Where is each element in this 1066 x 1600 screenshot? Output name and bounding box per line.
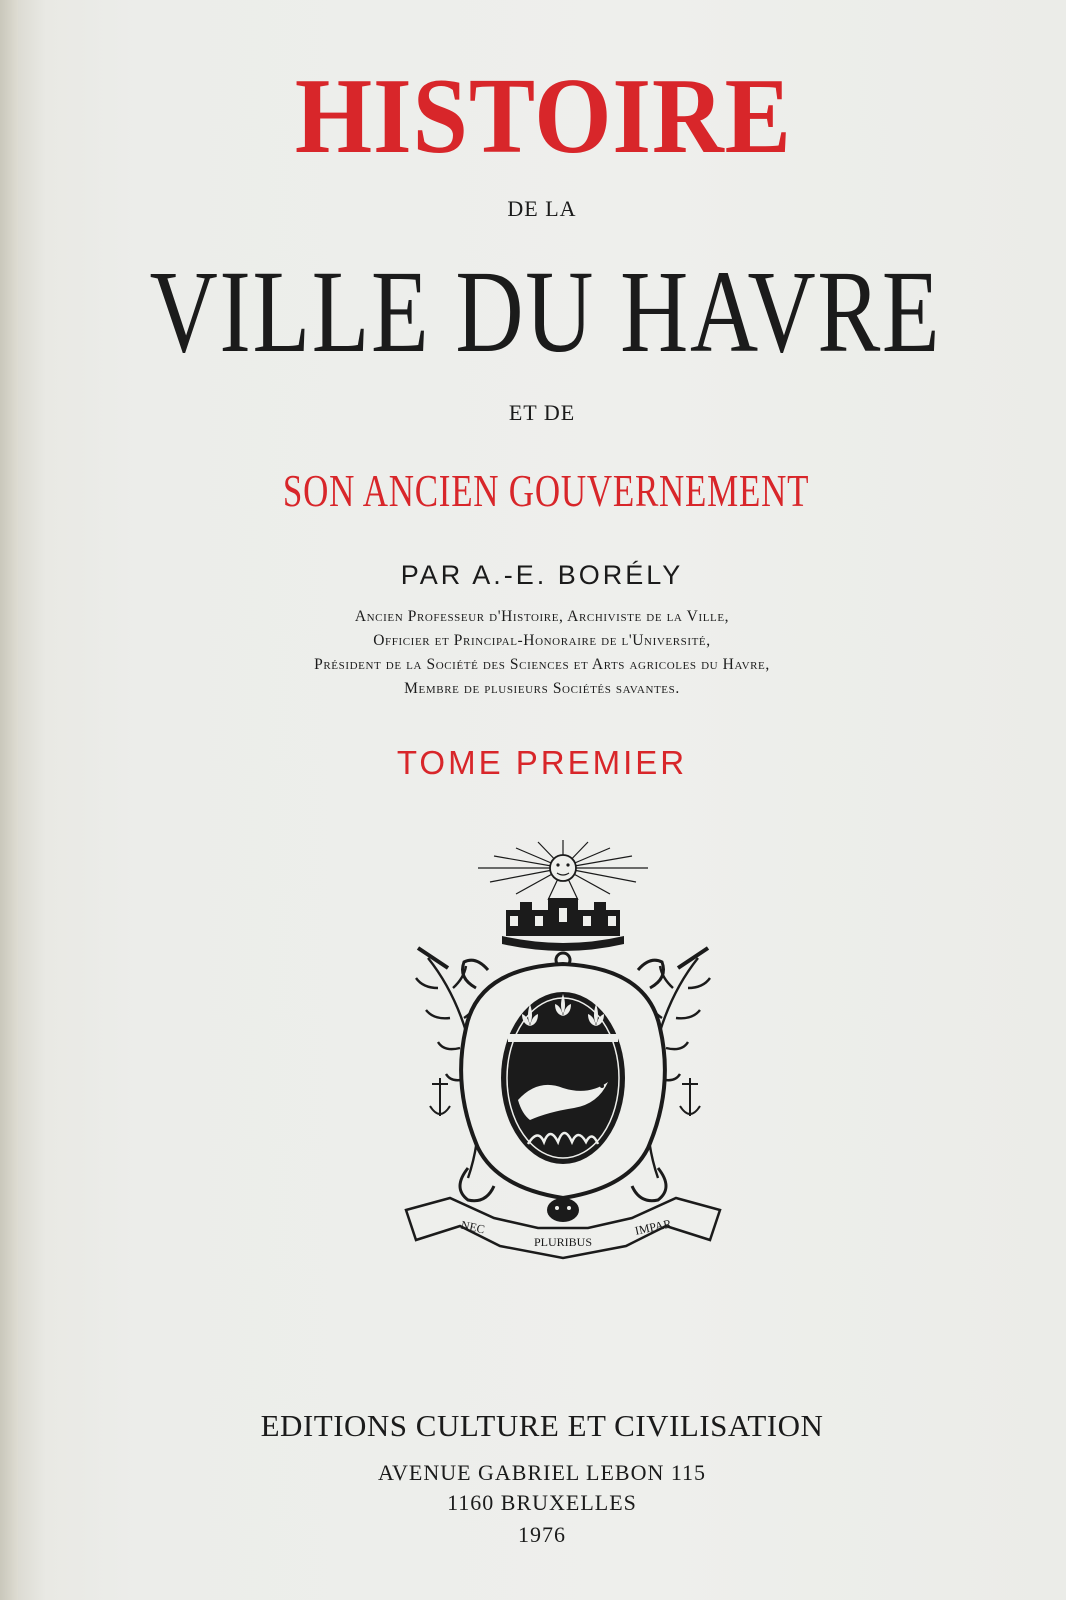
title-page — [18, 0, 1066, 1600]
publisher-name: EDITIONS CULTURE ET CIVILISATION — [260, 1408, 824, 1443]
spine-shadow — [0, 0, 18, 1600]
author-credit-line: Ancien Professeur d'Histoire, Archiviste de la Ville, — [354, 608, 730, 625]
connector-et-de: ET DE — [508, 400, 576, 425]
anchor-icon — [430, 1078, 450, 1116]
publisher-city: 1160 BRUXELLES — [447, 1490, 637, 1515]
anchor-icon — [680, 1078, 700, 1116]
publication-year: 1976 — [518, 1522, 566, 1547]
volume-label: TOME PREMIER — [396, 744, 688, 781]
connector-de-la: DE LA — [507, 196, 577, 221]
title-city: VILLE DU HAVRE — [149, 246, 942, 377]
mask-icon — [547, 1198, 579, 1222]
author-credit-line: Membre de plusieurs Sociétés savantes. — [404, 680, 680, 697]
shield-icon — [501, 992, 625, 1164]
mural-crown-icon — [502, 898, 624, 951]
author-credit-line: Officier et Principal-Honoraire de l'Université, — [373, 632, 711, 649]
coat-of-arms-icon — [398, 838, 738, 1278]
author-credit-line: Président de la Société des Sciences et Arts agricoles du Havre, — [314, 656, 770, 673]
subtitle: SON ANCIEN GOUVERNEMENT — [282, 465, 810, 516]
author-line: PAR A.-E. BORÉLY — [400, 560, 684, 590]
publisher-address: AVENUE GABRIEL LEBON 115 — [377, 1460, 707, 1485]
ribbon-word: NEC — [459, 1217, 487, 1237]
ribbon-word: PLURIBUS — [533, 1235, 593, 1249]
sun-icon — [478, 840, 648, 900]
ribbon-word: IMPAR — [633, 1216, 673, 1238]
title-main: HISTOIRE — [294, 57, 792, 176]
